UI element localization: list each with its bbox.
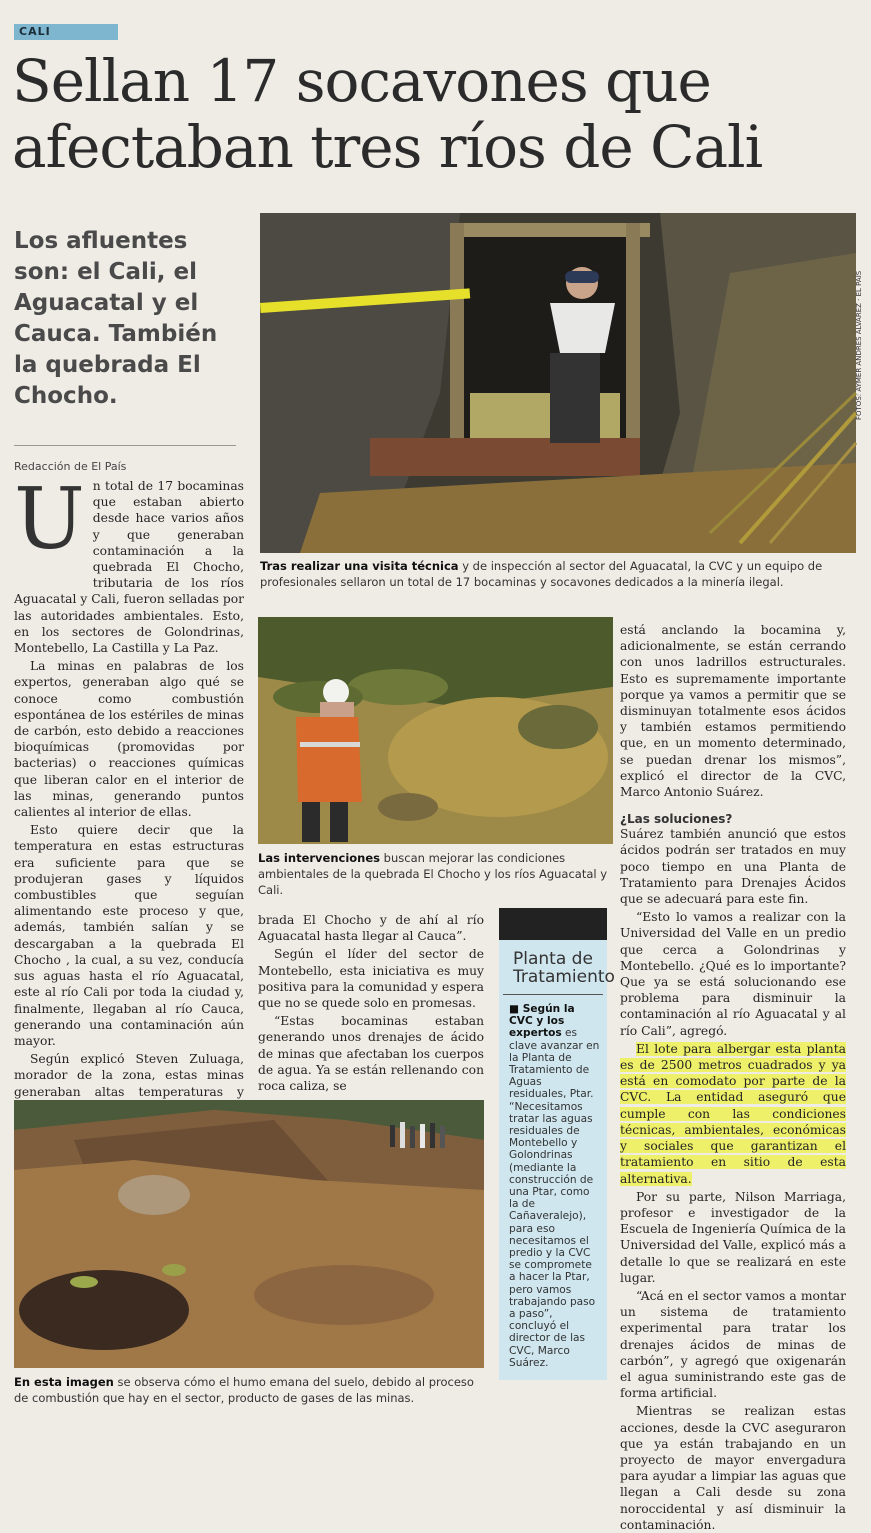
paragraph: Según explicó Steven Zuluaga, morador de la zona, estas minas generaban altas temperaturas y bbox=[14, 1052, 244, 1099]
article-column-2 bbox=[258, 912, 484, 1092]
paragraph: La minas en palabras de los expertos, generaban algo qué se conoce como combustión espontánea de los estériles de minas de carbón, esto debido a reacciones bioquímicas (promovidas por bacterias) o reacciones químicas que liberan calor en el interior de las minas, generando puntos calientes al interior de ellas. bbox=[14, 659, 244, 820]
subhead: ¿Las soluciones? bbox=[620, 812, 733, 827]
paragraph: “Esto lo vamos a realizar con la Universidad del Valle en un predio que cerca a Golondrinas y Montebello. ¿Qué es lo importante? Que ya se está solucionando ese problema para disminuir la contaminación al río Aguacatal y al río Cali”, agregó. bbox=[620, 910, 846, 1038]
caption-lead: Tras realizar una visita técnica bbox=[260, 559, 459, 573]
caption-text: se observa cómo el humo emana del suelo, debido al proceso de combustión que hay en el sector, producto de gases de las minas. bbox=[14, 1375, 474, 1405]
paragraph: brada El Chocho y de ahí al río Aguacatal hasta llegar al Cauca”. bbox=[258, 913, 484, 944]
section-tag: CALI bbox=[14, 24, 118, 40]
sidebar-body-text: es clave avanzar en la Planta de Tratamiento de Aguas residuales, Ptar. “Necesitamos tratar las aguas residuales de Montebello y Golondrinas (mediante la construcción de una Ptar, como la de Cañaveralejo), para eso necesitamos el predio y la CVC se compromete a hacer la Ptar, pero vamos trabajando paso a paso”, concluyó el director de las CVC, Marco Suárez. bbox=[509, 1027, 600, 1369]
paragraph: Suárez también anunció que estos ácidos podrán ser tratados en muy poco tiempo en una Planta de Tratamiento para Drenajes Ácidos que se adecuará para este fin. bbox=[620, 827, 846, 907]
caption-text: buscan mejorar las condiciones ambientales de la quebrada El Chocho y los ríos Aguacatal y Cali. bbox=[258, 851, 608, 897]
paragraph: Mientras se realizan estas acciones, desde la CVC aseguraron que ya están trabajando en un proyecto de mayor envergadura para ayudar a limpiar las aguas que llegan a Cali desde su zona noroccidental y así disminuir la contaminación. bbox=[620, 1404, 846, 1532]
photo-mine-entrance bbox=[260, 213, 856, 553]
photo-caption bbox=[14, 1374, 484, 1406]
photo-smoke-ground bbox=[14, 1100, 484, 1368]
photo-caption bbox=[260, 558, 856, 590]
deck: Los afluentes son: el Cali, el Aguacatal y el Cauca. También la quebrada El Chocho. bbox=[14, 228, 218, 409]
sidebar-text bbox=[499, 995, 607, 1369]
drop-cap: U bbox=[14, 470, 85, 568]
sidebar-header-bar bbox=[499, 908, 607, 940]
paragraph-highlighted bbox=[620, 1041, 846, 1187]
paragraph: está anclando la bocamina y, adicionalmente, se están cerrando con unos ladrillos estructurales. Esto es supremamente importante porque ya vamos a permitir que se disminuyan totalmente esos ácidos y también estamos permitiendo que, en un momento determinado, se puedan drenar los mismos”, explicó el director de la CVC, Marco Antonio Suárez. bbox=[620, 623, 846, 800]
paragraph: Según el líder del sector de Montebello, esta iniciativa es muy positiva para la comunidad y espera que no se quede solo en promesas. bbox=[258, 947, 484, 1011]
paragraph: n total de 17 bocaminas que estaban abierto desde hace varios años y que generaban contaminación a la quebrada El Chocho, tributaria de los ríos Aguacatal y Cali, fueron selladas por las autoridades ambientales. Esto, en los sectores de Golondrinas, Montebello, La Castilla y La Paz. bbox=[14, 479, 244, 656]
paragraph: Esto quiere decir que la temperatura en estas estructuras era suficiente para que se produjeran gases y líquidos combustibles que seguían alimentando este proceso y que, además, también salían y se descargaban a la quebrada El Chocho , la cual, a su vez, conducía sus aguas hasta el río Aguacatal, este al río Cali por toda la ciudad y, finalmente, llegaban al río Cauca, generando una contaminación aún mayor. bbox=[14, 823, 244, 1048]
sidebar-lead: ■ Según la CVC y los expertos bbox=[509, 1003, 575, 1040]
caption-lead: Las intervenciones bbox=[258, 851, 381, 865]
headline: Sellan 17 socavones que afectaban tres ríos de Cali bbox=[12, 47, 763, 181]
paragraph: “Acá en el sector vamos a montar un sistema de tratamiento experimental para tratar los drenajes ácidos de minas de carbón”, y agregó que oxigenarán el agua suministrando este gas de forma artificial. bbox=[620, 1288, 846, 1401]
photo-credit: FOTOS: AYMER ANDRÉS ÁLVAREZ · EL PAÍS bbox=[855, 270, 863, 420]
sidebar-title: Planta de Tratamiento bbox=[503, 940, 603, 995]
paragraph: “Estas bocaminas estaban generando unos drenajes de ácido de minas que afectaban los cuerpos de aguа. Ya se están rellenando con roca caliza, se bbox=[258, 1014, 484, 1094]
highlight: El lote para albergar esta planta es de 2500 metros cuadrados y ya está en comodato por parte de la CVC. La entidad aseguró que cumple con las condiciones técnicas, ambientales, económicas y sociales que garantizan el tratamiento en sitio de esta alternativa. bbox=[620, 1041, 846, 1186]
divider bbox=[14, 445, 236, 446]
caption-text: y de inspección al sector del Aguacatal, la CVC y un equipo de profesionales sellaron un total de 17 bocaminas y socavones dedicados a la minería ilegal. bbox=[260, 559, 823, 589]
article-column-3 bbox=[620, 622, 846, 1532]
article-column-1 bbox=[14, 470, 244, 1099]
paragraph: Por su parte, Nilson Marriaga, profesor e investigador de la Escuela de Ingeniería Química de la Universidad del Valle, explicó más a detalle lo que se realizará en este lugar. bbox=[620, 1189, 846, 1285]
photo-caption bbox=[258, 850, 613, 898]
photo-worker-stream bbox=[258, 617, 613, 844]
caption-lead: En esta imagen bbox=[14, 1375, 114, 1389]
sidebar-box bbox=[499, 908, 615, 1380]
byline: Redacción de El País bbox=[14, 460, 127, 473]
